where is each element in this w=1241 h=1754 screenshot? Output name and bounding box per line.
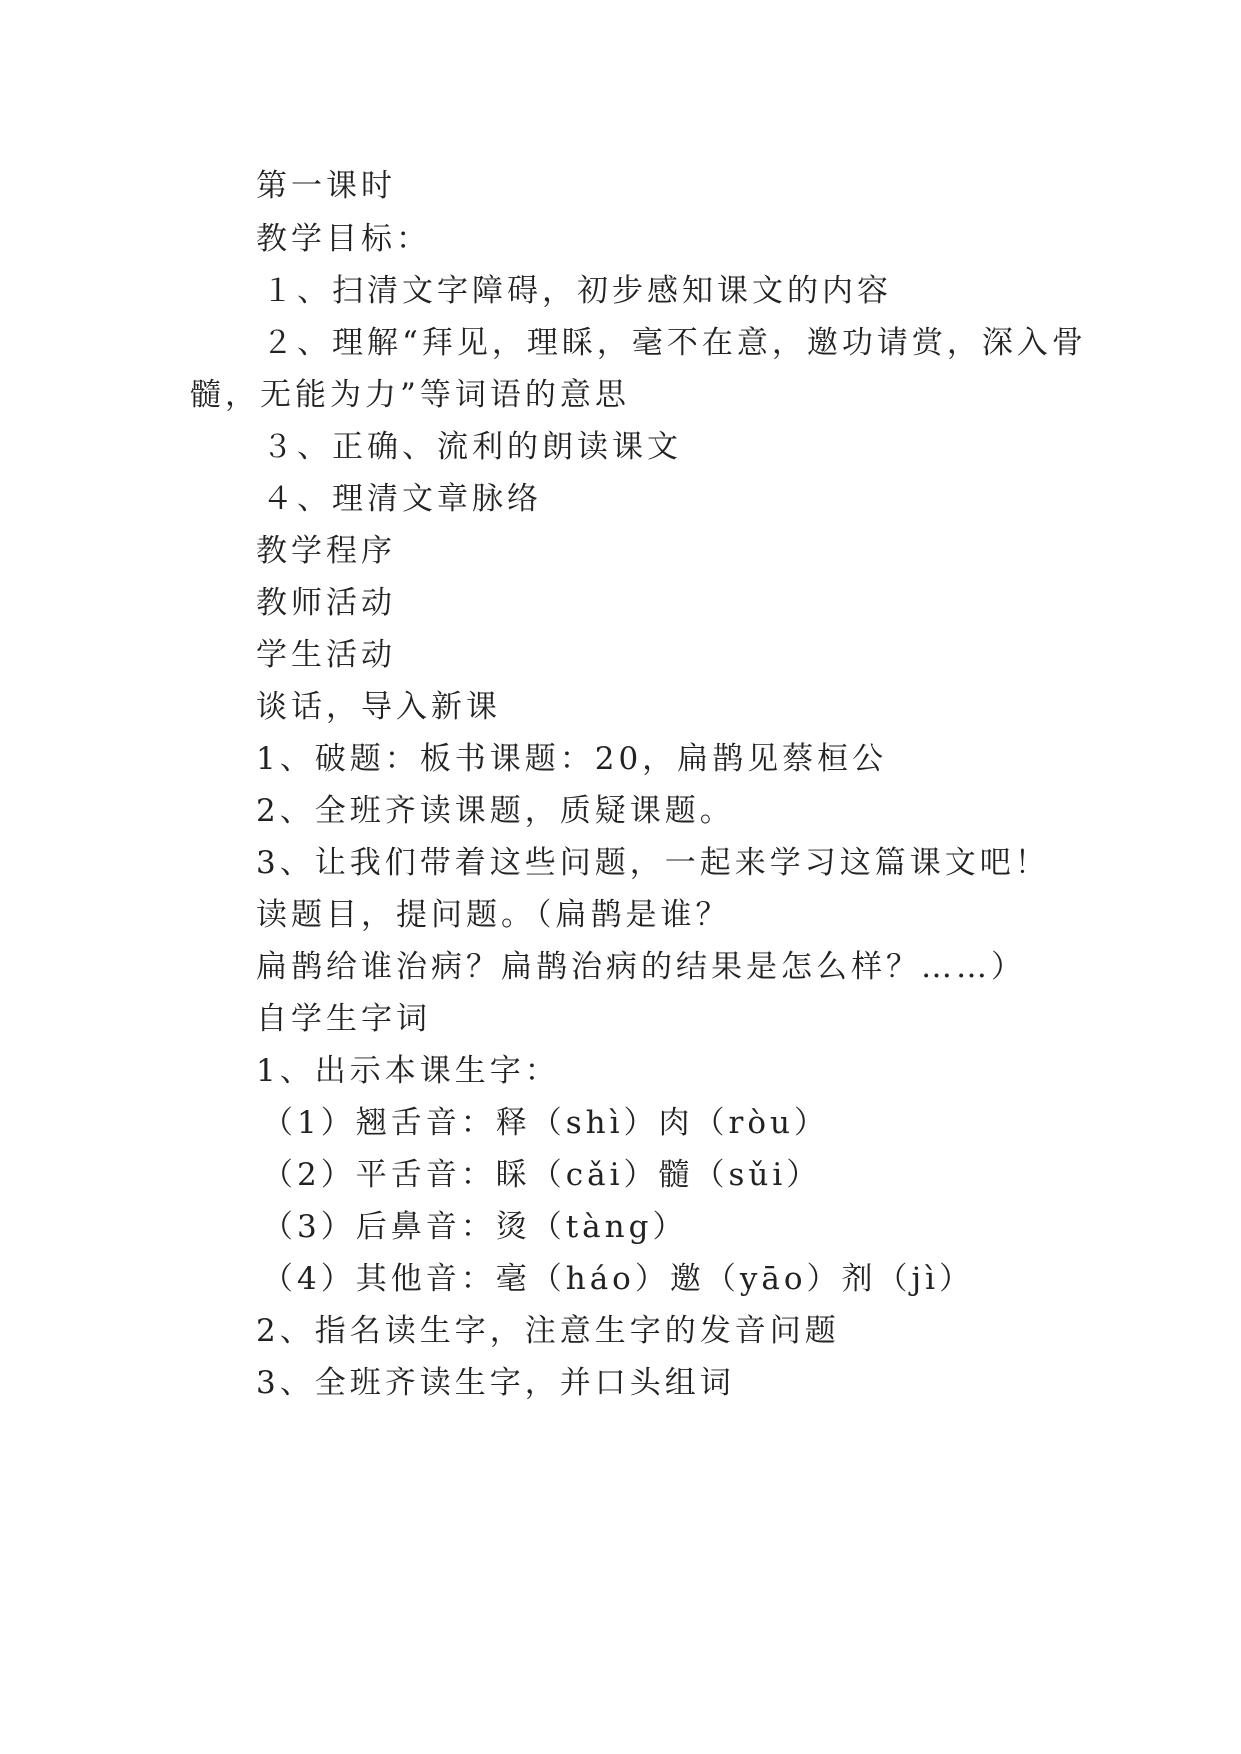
- objective-1: １、扫清文字障碍，初步感知课文的内容: [262, 273, 892, 309]
- vocab-item-3: （3）后鼻音：烫（tàng）: [262, 1209, 688, 1245]
- objective-2-continued: 髓，无能为力”等词语的意思: [190, 377, 630, 413]
- vocab-item-4: （4）其他音：毫（háo）邀（yāo）剂（jì）: [262, 1261, 975, 1297]
- intro-step-1: 1、破题：板书课题：20，扁鹊见蔡桓公: [256, 741, 888, 777]
- objective-4: ４、理清文章脉络: [262, 481, 542, 517]
- objectives-heading: 教学目标：: [256, 221, 431, 257]
- vocab-step-2: 2、指名读生字，注意生字的发音问题: [256, 1313, 840, 1349]
- section-vocabulary: 自学生字词: [256, 1001, 431, 1037]
- lesson-heading: 第一课时: [256, 168, 396, 204]
- procedure-heading: 教学程序: [256, 533, 396, 569]
- student-activity-heading: 学生活动: [256, 637, 396, 673]
- student-task-1-continued: 扁鹊给谁治病？扁鹊治病的结果是怎么样？……）: [256, 949, 1026, 985]
- teacher-activity-heading: 教师活动: [256, 585, 396, 621]
- vocab-item-2: （2）平舌音：睬（cǎi）髓（sǔi）: [262, 1157, 822, 1193]
- objective-3: ３、正确、流利的朗读课文: [262, 429, 682, 465]
- vocab-step-3: 3、全班齐读生字，并口头组词: [256, 1365, 735, 1401]
- section-intro: 谈话，导入新课: [256, 689, 501, 725]
- objective-2: ２、理解“拜见，理睬，毫不在意，邀功请赏，深入骨: [262, 325, 1087, 361]
- vocab-item-1: （1）翘舌音：释（shì）肉（ròu）: [262, 1105, 829, 1141]
- intro-step-3: 3、让我们带着这些问题，一起来学习这篇课文吧！: [256, 845, 1050, 881]
- student-task-1: 读题目，提问题。（扁鹊是谁？: [256, 897, 731, 933]
- vocab-step-1: 1、出示本课生字：: [256, 1053, 560, 1089]
- intro-step-2: 2、全班齐读课题，质疑课题。: [256, 793, 735, 829]
